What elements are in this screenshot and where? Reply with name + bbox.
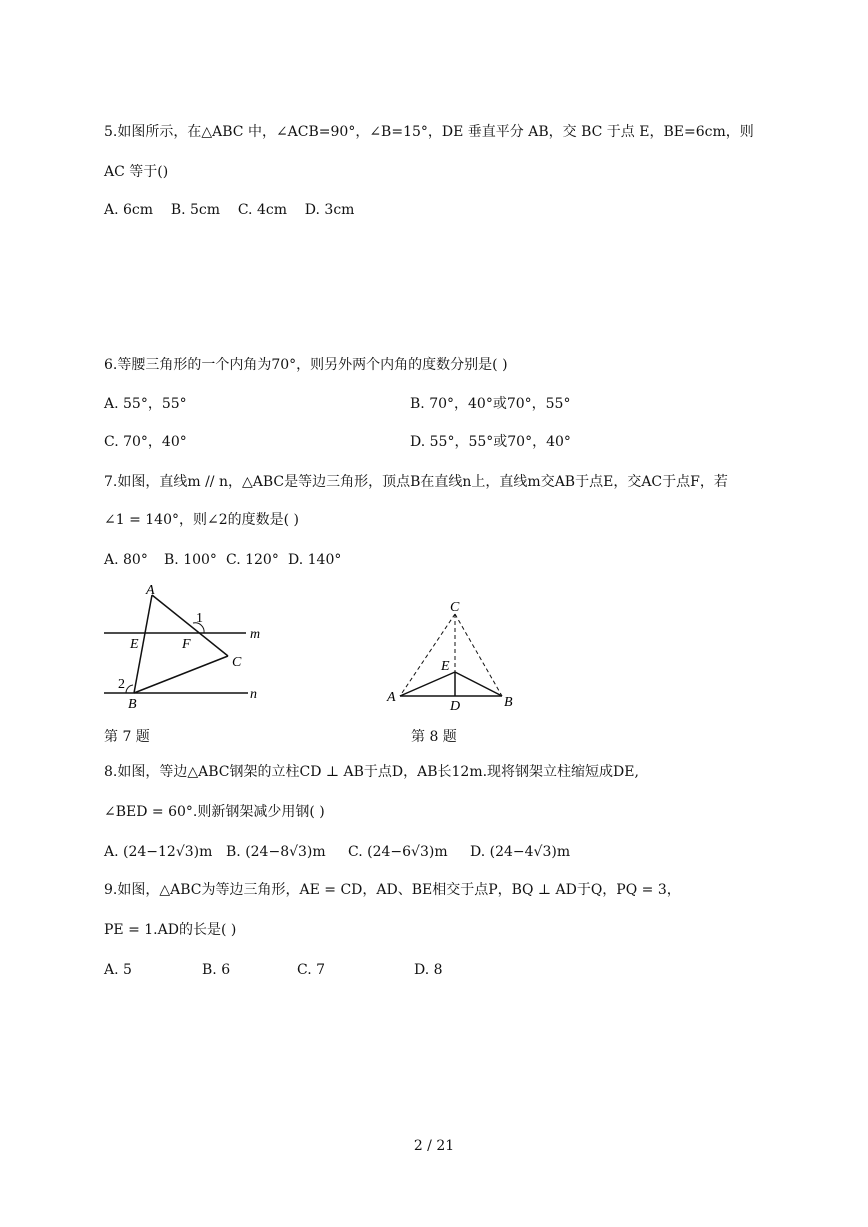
- point-a-label: A: [146, 583, 155, 598]
- point-f-label: F: [182, 637, 191, 652]
- point-b-label: B: [504, 695, 513, 710]
- point-e-label: E: [130, 637, 139, 652]
- q6-option-a: A. 55°，55°: [104, 396, 187, 412]
- q5-stem-line-1: 5.如图所示，在△ABC 中，∠ACB=90°，∠B=15°，DE 垂直平分 AB，交 BC 于点 E，BE=6cm，则: [104, 124, 754, 140]
- q7-option-d: D. 140°: [288, 552, 342, 568]
- q6-option-b: B. 70°，40°或70°，55°: [410, 396, 571, 412]
- q8-stem-line-1: 8.如图，等边△ABC钢架的立柱CD ⊥ AB于点D，AB长12m.现将钢架立柱缩短成DE,: [104, 764, 639, 780]
- figure-7-diagram: [100, 580, 280, 710]
- page-number: 2 / 21: [413, 1138, 455, 1154]
- figure-7-caption: 第 7 题: [104, 729, 150, 745]
- q8-option-c: C. (24−6√3)m: [348, 844, 448, 860]
- q7-option-c: C. 120°: [226, 552, 279, 568]
- q8-option-a: A. (24−12√3)m: [104, 844, 213, 860]
- q8-option-b: B. (24−8√3)m: [226, 844, 326, 860]
- q6-option-c: C. 70°，40°: [104, 434, 187, 450]
- angle-2-label: 2: [118, 677, 125, 692]
- q5-options: A. 6cm B. 5cm C. 4cm D. 3cm: [104, 202, 355, 218]
- line-n-label: n: [250, 687, 257, 702]
- angle-2-arc: [126, 685, 133, 693]
- point-d-label: D: [450, 699, 461, 714]
- segment-bc: [134, 656, 228, 693]
- point-e-label: E: [441, 659, 450, 674]
- figure-8-caption: 第 8 题: [411, 729, 457, 745]
- q7-option-b: B. 100°: [164, 552, 217, 568]
- point-c-label: C: [232, 655, 242, 670]
- q9-option-c: C. 7: [297, 962, 326, 978]
- q8-stem-line-2: ∠BED = 60°.则新钢架减少用钢( ): [104, 804, 325, 820]
- point-b-label: B: [128, 697, 137, 712]
- q6-stem: 6.等腰三角形的一个内角为70°，则另外两个内角的度数分别是( ): [104, 357, 508, 373]
- q9-option-a: A. 5: [104, 962, 132, 978]
- q7-stem-line-2: ∠1 = 140°，则∠2的度数是( ): [104, 512, 300, 528]
- angle-1-label: 1: [196, 611, 203, 626]
- q5-stem-line-2: AC 等于(): [104, 164, 169, 180]
- q7-option-a: A. 80°: [104, 552, 148, 568]
- q9-option-b: B. 6: [202, 962, 231, 978]
- q9-stem-line-1: 9.如图，△ABC为等边三角形，AE = CD，AD、BE相交于点P，BQ ⊥ AD于Q，PQ = 3，: [104, 882, 681, 898]
- line-m-label: m: [250, 627, 261, 642]
- q9-stem-line-2: PE = 1.AD的长是( ): [104, 922, 237, 938]
- q9-option-d: D. 8: [414, 962, 443, 978]
- q6-option-d: D. 55°，55°或70°，40°: [410, 434, 571, 450]
- figure-8-diagram: [384, 598, 524, 714]
- q8-option-d: D. (24−4√3)m: [470, 844, 571, 860]
- point-a-label: A: [387, 690, 396, 705]
- q7-stem-line-1: 7.如图，直线m // n，△ABC是等边三角形，顶点B在直线n上，直线m交AB于点E，交AC于点F，若: [104, 474, 728, 490]
- point-c-label: C: [450, 600, 460, 615]
